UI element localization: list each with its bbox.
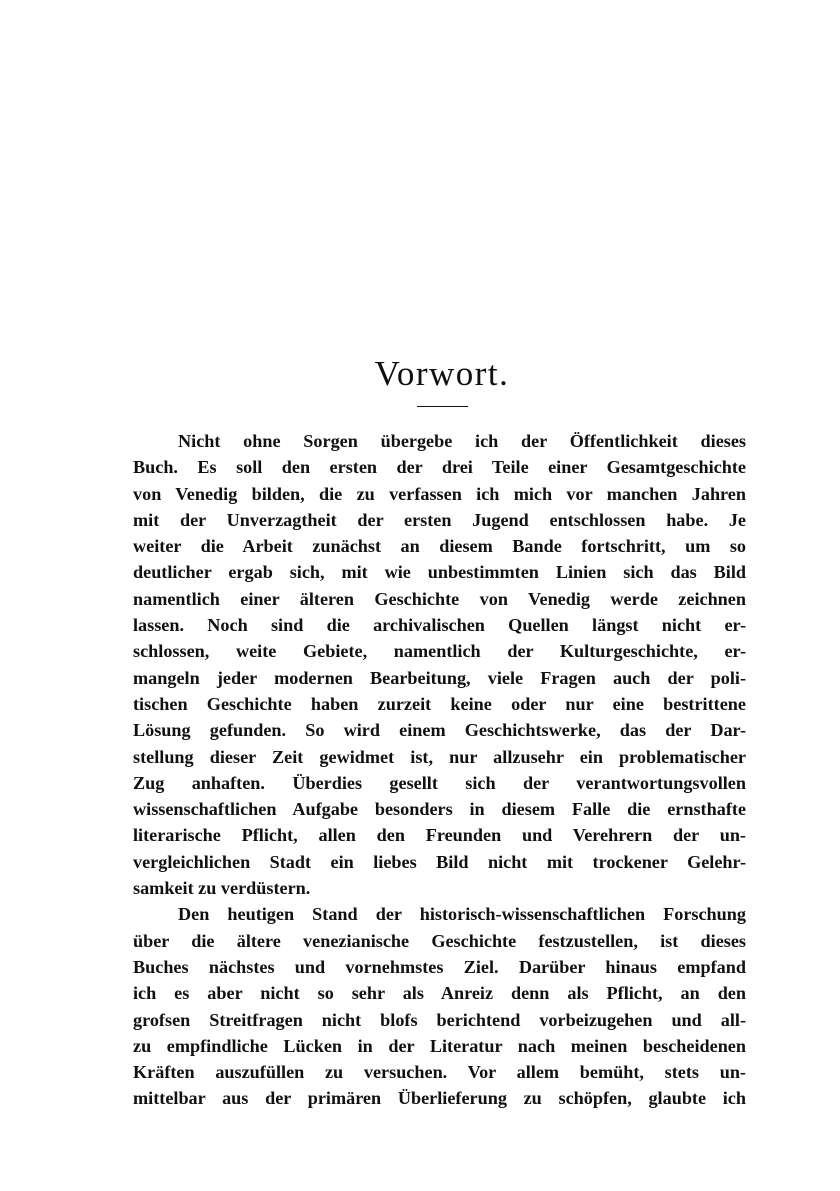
text-line: mit der Unverzagtheit der ersten Jugend entschlossen habe. Je	[133, 509, 746, 530]
text-line: über die ältere venezianische Geschichte festzustellen, ist dieses	[133, 930, 746, 951]
page-title: Vorwort.	[374, 354, 510, 393]
text-line: schlossen, weite Gebiete, namentlich der Kulturgeschichte, er-	[133, 641, 746, 662]
text-line: literarische Pflicht, allen den Freunden und Verehrern der un-	[133, 825, 746, 846]
text-line: wissenschaftlichen Aufgabe besonders in diesem Falle die ernsthafte	[133, 799, 746, 820]
text-line: stellung dieser Zeit gewidmet ist, nur allzusehr ein problematischer	[133, 746, 746, 767]
text-line: zu empfindliche Lücken in der Literatur nach meinen bescheidenen	[133, 1035, 746, 1056]
title-divider	[417, 406, 468, 407]
text-line: grofsen Streitfragen nicht blofs berichtend vorbeizugehen und all-	[133, 1009, 746, 1030]
text-line: weiter die Arbeit zunächst an diesem Bande fortschritt, um so	[133, 536, 746, 557]
text-line: namentlich einer älteren Geschichte von Venedig werde zeichnen	[133, 588, 746, 609]
paragraph-2	[133, 901, 746, 1111]
text-line: vergleichlichen Stadt ein liebes Bild nicht mit trockener Gelehr-	[133, 851, 746, 872]
text-line: ich es aber nicht so sehr als Anreiz denn als Pflicht, an den	[133, 983, 746, 1004]
text-line: mittelbar aus der primären Überlieferung zu schöpfen, glaubte ich	[133, 1088, 746, 1109]
text-line: Nicht ohne Sorgen übergebe ich der Öffentlichkeit dieses	[178, 431, 746, 451]
text-line: samkeit zu verdüstern.	[133, 878, 311, 899]
text-line: Lösung gefunden. So wird einem Geschichtswerke, das der Dar-	[133, 720, 746, 741]
paragraph-1	[133, 428, 746, 901]
text-line: Buches nächstes und vornehmstes Ziel. Darüber hinaus empfand	[133, 956, 746, 977]
text-line: mangeln jeder modernen Bearbeitung, viele Fragen auch der poli-	[133, 667, 746, 688]
text-line: Den heutigen Stand der historisch-wissenschaftlichen Forschung	[178, 904, 746, 925]
text-line: Kräften auszufüllen zu versuchen. Vor allem bemüht, stets un-	[133, 1062, 746, 1083]
text-line: von Venedig bilden, die zu verfassen ich mich vor manchen Jahren	[133, 483, 746, 504]
text-line: Zug anhaften. Überdies gesellt sich der verantwortungsvollen	[133, 772, 746, 793]
text-line: lassen. Noch sind die archivalischen Quellen längst nicht er-	[133, 615, 746, 636]
text-line: Buch. Es soll den ersten der drei Teile einer Gesamtgeschichte	[133, 457, 746, 478]
body-text	[133, 428, 746, 1112]
text-line: deutlicher ergab sich, mit wie unbestimmten Linien sich das Bild	[133, 562, 746, 583]
text-line: tischen Geschichte haben zurzeit keine oder nur eine bestrittene	[133, 693, 746, 714]
